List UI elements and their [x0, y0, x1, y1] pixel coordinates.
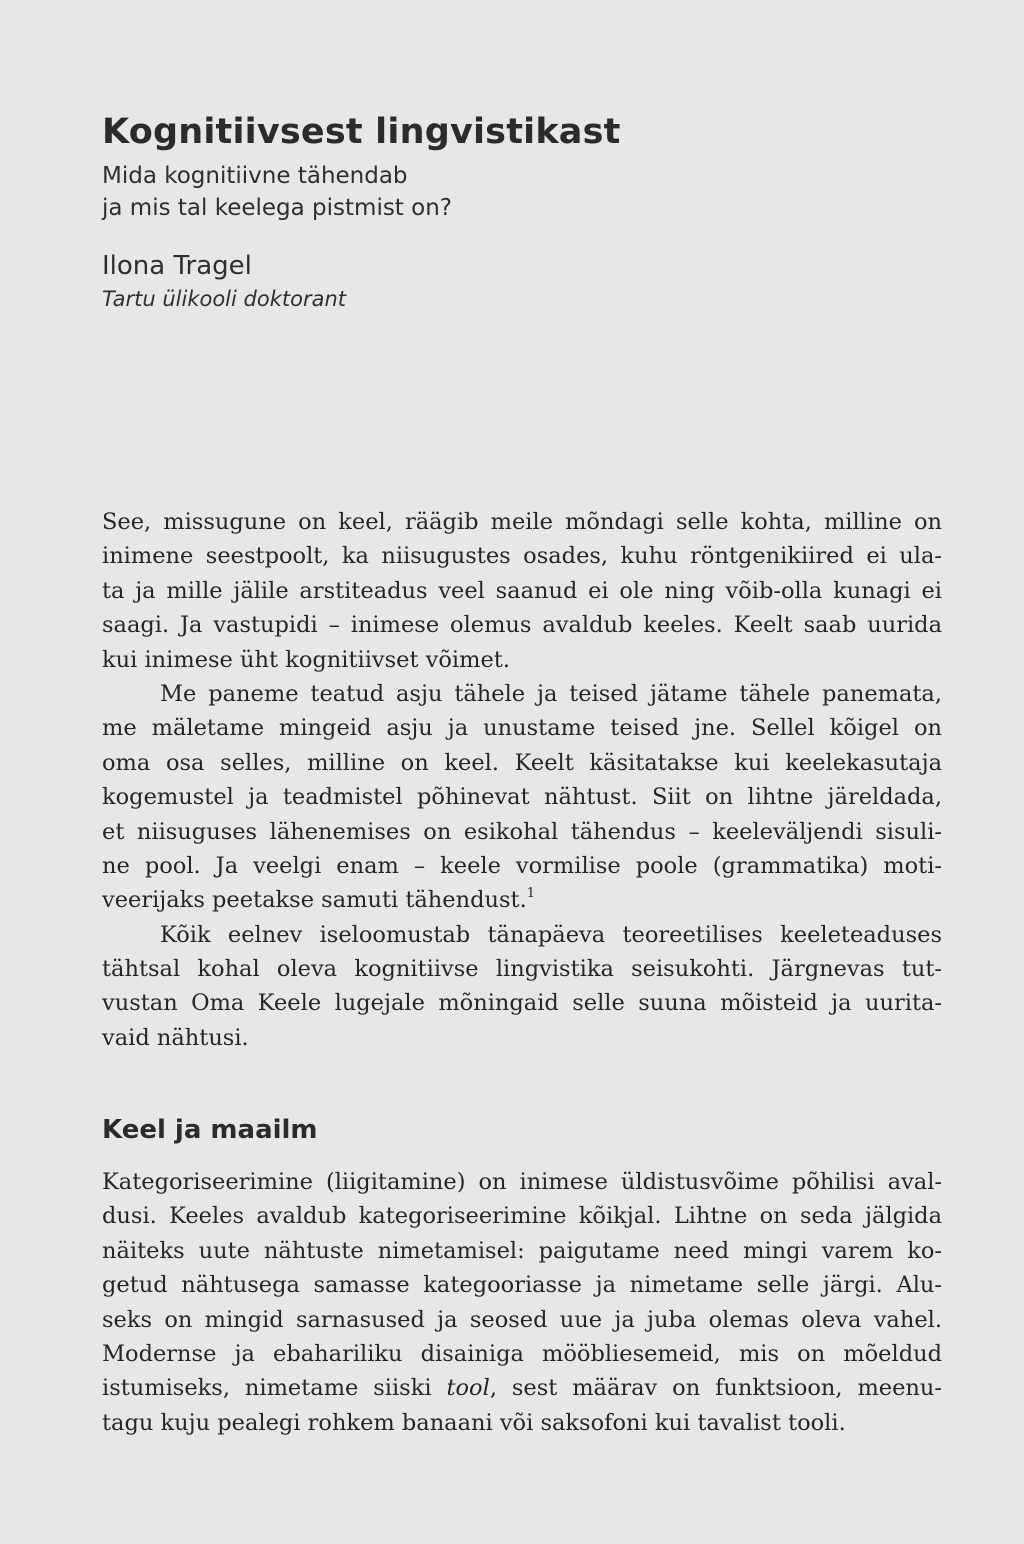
text-line: tagu kuju pealegi rohkem banaani või saksofoni kui tavalist tooli.	[102, 1409, 846, 1436]
text-line: Kõik eelnev iseloomustab tänapäeva teoreetilises keeleteaduses	[160, 921, 942, 948]
text-line: veerijaks peetakse samuti tähendust.	[102, 887, 527, 914]
section-heading-block	[102, 1112, 942, 1148]
text-line-with-footnote	[102, 883, 942, 917]
subtitle-line: Mida kognitiivne tähendab	[102, 163, 408, 189]
footnote-marker: 1	[526, 886, 536, 902]
text-line: kui inimese üht kognitiivset võimet.	[102, 646, 510, 673]
text-line: Me paneme teatud asju tähele ja teised jätame tähele panemata,	[160, 680, 942, 707]
text-line: kogemustel ja teadmistel põhinevat nähtust. Siit on lihtne järeldada,	[102, 784, 942, 811]
article-header	[102, 110, 942, 314]
text-line: saagi. Ja vastupidi – inimese olemus avaldub keeles. Keelt saab uurida	[102, 612, 942, 639]
text-line: et niisuguses lähenemises on esikohal tähendus – keeleväljendi sisuli-	[102, 818, 942, 845]
text-line: ne pool. Ja veelgi enam – keele vormilise poole (grammatika) moti-	[102, 852, 942, 879]
text-line-with-italic	[102, 1371, 942, 1405]
text-line: getud nähtusega samasse kategooriasse ja nimetame selle järgi. Alu-	[102, 1272, 942, 1299]
text-line: vustan Oma Keele lugejale mõningaid selle suuna mõisteid ja uurita-	[102, 990, 942, 1017]
text-line: ta ja mille jälile arstiteadus veel saanud ei ole ning võib-olla kunagi ei	[102, 577, 942, 604]
text-line: See, missugune on keel, räägib meile mõndagi selle kohta, milline on	[102, 509, 942, 535]
article-title: Kognitiivsest lingvistikast	[102, 112, 621, 152]
author-name: Ilona Tragel	[102, 251, 252, 281]
text-line: dusi. Keeles avaldub kategoriseerimine kõikjal. Lihtne on seda jälgida	[102, 1203, 942, 1230]
text-line: Modernse ja ebahariliku disainiga mööbliesemeid, mis on mõeldud	[102, 1340, 942, 1367]
subtitle-line: ja mis tal keelega pistmist on?	[102, 195, 452, 221]
text-line: näiteks uute nähtuste nimetamisel: paigutame need mingi varem ko-	[102, 1237, 942, 1264]
text-segment: istumiseks, nimetame siiski	[102, 1375, 447, 1402]
text-line: vaid nähtusi.	[102, 1024, 249, 1051]
paragraph	[102, 918, 942, 1056]
text-line: tähtsal kohal oleva kognitiivse lingvistika seisukohti. Järgnevas tut-	[102, 956, 942, 983]
section-heading: Keel ja maailm	[102, 1115, 318, 1145]
text-line: inimene seestpoolt, ka niisugustes osades, kuhu röntgenikiired ei ula-	[102, 543, 942, 570]
author-affiliation: Tartu ülikooli doktorant	[102, 287, 346, 311]
article-subtitle	[102, 160, 942, 224]
text-line: me mäletame mingeid asju ja unustame teised jne. Sellel kõigel on	[102, 715, 942, 742]
text-segment: , sest määrav on funktsioon, meenu-	[489, 1375, 943, 1402]
section-text	[102, 1165, 942, 1440]
paragraph	[102, 677, 942, 918]
paragraph	[102, 505, 942, 677]
text-line: oma osa selles, milline on keel. Keelt käsitatakse kui keelekasutaja	[102, 749, 942, 776]
text-line: Kategoriseerimine (liigitamine) on inimese üldistusvõime põhilisi aval-	[102, 1169, 942, 1195]
intro-text	[102, 505, 942, 1055]
italic-term: tool	[446, 1375, 490, 1402]
text-line: seks on mingid sarnasused ja seosed uue ja juba olemas oleva vahel.	[102, 1306, 942, 1333]
